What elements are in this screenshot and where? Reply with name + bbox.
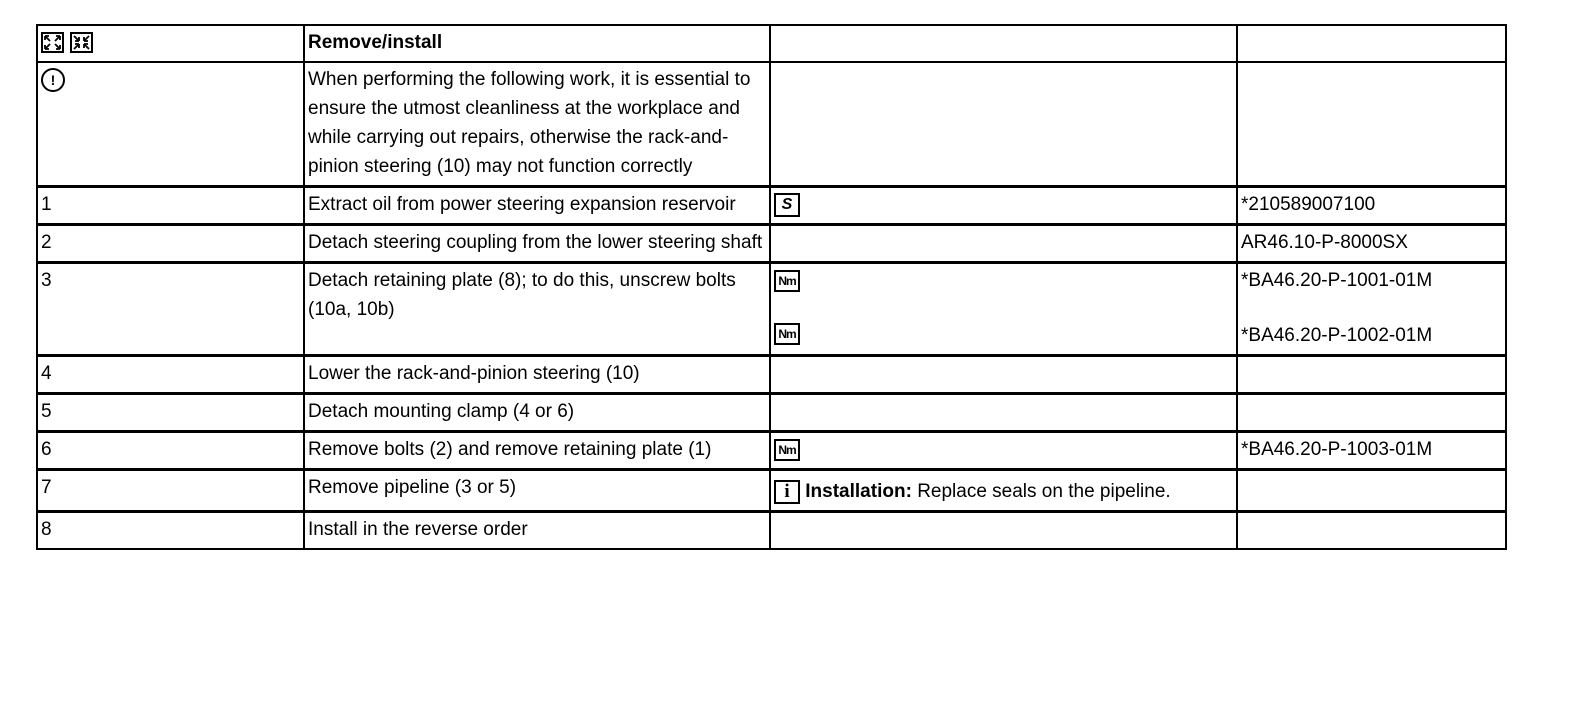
step-number: 2 xyxy=(37,225,304,263)
installation-note-label: Installation: xyxy=(805,481,912,502)
step-number: 1 xyxy=(37,187,304,225)
table-row xyxy=(37,512,1506,550)
warning-text: When performing the following work, it is essential to ensure the utmost cleanliness at the workplace and while carrying out repairs, otherwise the rack-and-pinion steering (10) may not function correctly xyxy=(304,62,770,187)
step-number: 8 xyxy=(37,512,304,550)
step-number: 7 xyxy=(37,470,304,512)
procedure-table xyxy=(36,24,1507,550)
step-reference[interactable]: *BA46.20-P-1001-01M xyxy=(1241,270,1433,291)
table-row xyxy=(37,187,1506,225)
step-reference[interactable]: *BA46.20-P-1002-01M xyxy=(1241,325,1433,346)
header-icons-cell xyxy=(37,25,304,62)
table-row xyxy=(37,470,1506,512)
torque-icon[interactable]: Nm xyxy=(774,323,800,345)
step-number: 6 xyxy=(37,432,304,470)
table-row xyxy=(37,356,1506,394)
special-tool-icon[interactable]: S xyxy=(774,193,800,217)
table-row xyxy=(37,263,1506,356)
table-row-warning xyxy=(37,62,1506,187)
step-text: Detach steering coupling from the lower steering shaft xyxy=(304,225,770,263)
installation-note-text: Replace seals on the pipeline. xyxy=(917,481,1171,502)
step-text: Install in the reverse order xyxy=(304,512,770,550)
header-empty-cell xyxy=(1237,25,1506,62)
step-text: Remove bolts (2) and remove retaining plate (1) xyxy=(304,432,770,470)
table-row xyxy=(37,432,1506,470)
step-number: 5 xyxy=(37,394,304,432)
installation-note xyxy=(770,470,1237,512)
step-text: Extract oil from power steering expansion reservoir xyxy=(304,187,770,225)
step-text: Remove pipeline (3 or 5) xyxy=(304,470,770,512)
table-row xyxy=(37,394,1506,432)
step-reference[interactable]: *BA46.20-P-1003-01M xyxy=(1237,432,1506,470)
step-text: Detach mounting clamp (4 or 6) xyxy=(304,394,770,432)
torque-icon[interactable]: Nm xyxy=(774,270,800,292)
warning-icon: ! xyxy=(41,68,65,92)
step-text: Lower the rack-and-pinion steering (10) xyxy=(304,356,770,394)
step-number: 4 xyxy=(37,356,304,394)
expand-all-icon[interactable] xyxy=(41,32,64,53)
step-text: Detach retaining plate (8); to do this, unscrew bolts (10a, 10b) xyxy=(304,263,770,356)
step-number: 3 xyxy=(37,263,304,356)
info-icon[interactable]: i xyxy=(774,480,800,504)
header-title: Remove/install xyxy=(304,25,770,62)
step-reference[interactable]: AR46.10-P-8000SX xyxy=(1237,225,1506,263)
warning-icon-cell xyxy=(37,62,304,187)
torque-icon[interactable]: Nm xyxy=(774,439,800,461)
header-empty-cell xyxy=(770,25,1237,62)
table-row xyxy=(37,225,1506,263)
table-row-header xyxy=(37,25,1506,62)
collapse-all-icon[interactable] xyxy=(70,32,93,53)
step-reference[interactable]: *210589007100 xyxy=(1237,187,1506,225)
